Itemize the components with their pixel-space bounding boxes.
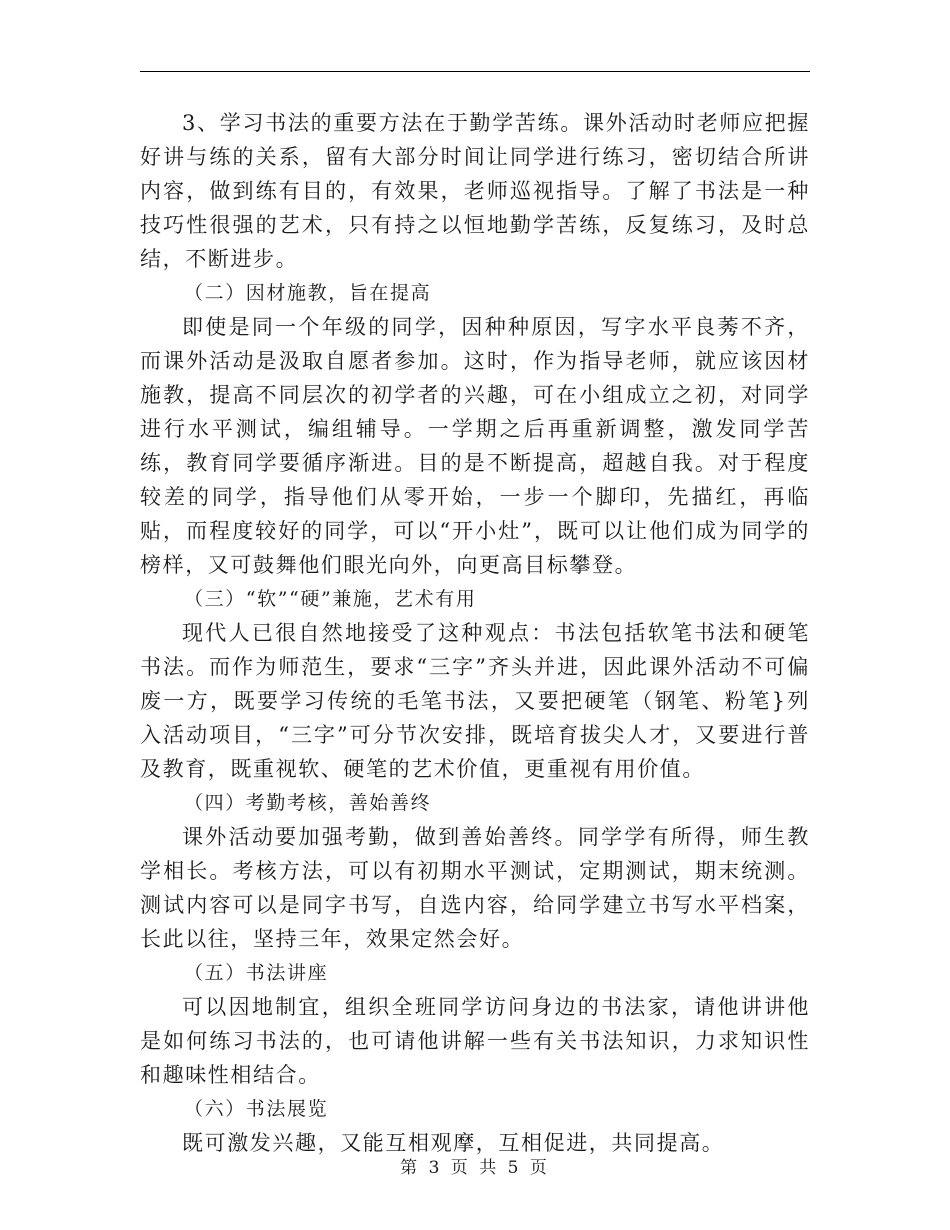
page-number: 第 3 页 共 5 页 bbox=[400, 1158, 550, 1178]
header-rule bbox=[140, 71, 810, 72]
paragraph-lecture: 可以因地制宜，组织全班同学访问身边的书法家，请他讲讲他是如何练习书法的，也可请他讲解一些有关书法知识，力求知识性和趣味性相结合。 bbox=[140, 995, 810, 1087]
section-heading-6: （六）书法展览 bbox=[184, 1098, 329, 1120]
section-heading-5: （五）书法讲座 bbox=[184, 962, 329, 984]
section-heading-3: （三）“软”“硬”兼施，艺术有用 bbox=[184, 588, 477, 610]
paragraph-assessment: 课外活动要加强考勤，做到善始善终。同学学有所得，师生教学相长。考核方法，可以有初期水平测试，定期测试，期末统测。测试内容可以是同字书写，自选内容，给同学建立书写水平档案，长此以往，坚持三年，效果定然会好。 bbox=[140, 825, 810, 951]
paragraph-practice: 3、学习书法的重要方法在于勤学苦练。课外活动时老师应把握好讲与练的关系，留有大部分时间让同学进行练习，密切结合所讲内容，做到练有目的，有效果，老师巡视指导。了解了书法是一种技巧性很强的艺术，只有持之以恒地勤学苦练，反复练习，及时总结，不断进步。 bbox=[140, 111, 810, 271]
document-body bbox=[140, 106, 810, 1160]
section-heading-4: （四）考勤考核，善始善终 bbox=[184, 792, 432, 814]
paragraph-soft-hard-pen: 现代人已很自然地接受了这种观点：书法包括软笔书法和硬笔书法。而作为师范生，要求“三字”齐头并进，因此课外活动不可偏废一方，既要学习传统的毛笔书法，又要把硬笔（钢笔、粉笔}列入活动项目，“三字”可分节次安排，既培育拔尖人才，又要进行普及教育，既重视软、硬笔的艺术价值，更重视有用价值。 bbox=[140, 621, 810, 781]
section-heading-2: （二）因材施教，旨在提高 bbox=[184, 282, 432, 304]
paragraph-tailored-teaching: 即使是同一个年级的同学，因种种原因，写字水平良莠不齐，而课外活动是汲取自愿者参加。这时，作为指导老师，就应该因材施教，提高不同层次的初学者的兴趣，可在小组成立之初，对同学进行水平测试，编组辅导。一学期之后再重新调整，激发同学苦练，教育同学要循序渐进。目的是不断提高，超越自我。对于程度较差的同学，指导他们从零开始，一步一个脚印，先描红，再临贴，而程度较好的同学，可以“开小灶”，既可以让他们成为同学的榜样，又可鼓舞他们眼光向外，向更高目标攀登。 bbox=[140, 315, 810, 577]
paragraph-exhibition: 既可激发兴趣，又能互相观摩，互相促进，共同提高。 bbox=[182, 1131, 725, 1155]
